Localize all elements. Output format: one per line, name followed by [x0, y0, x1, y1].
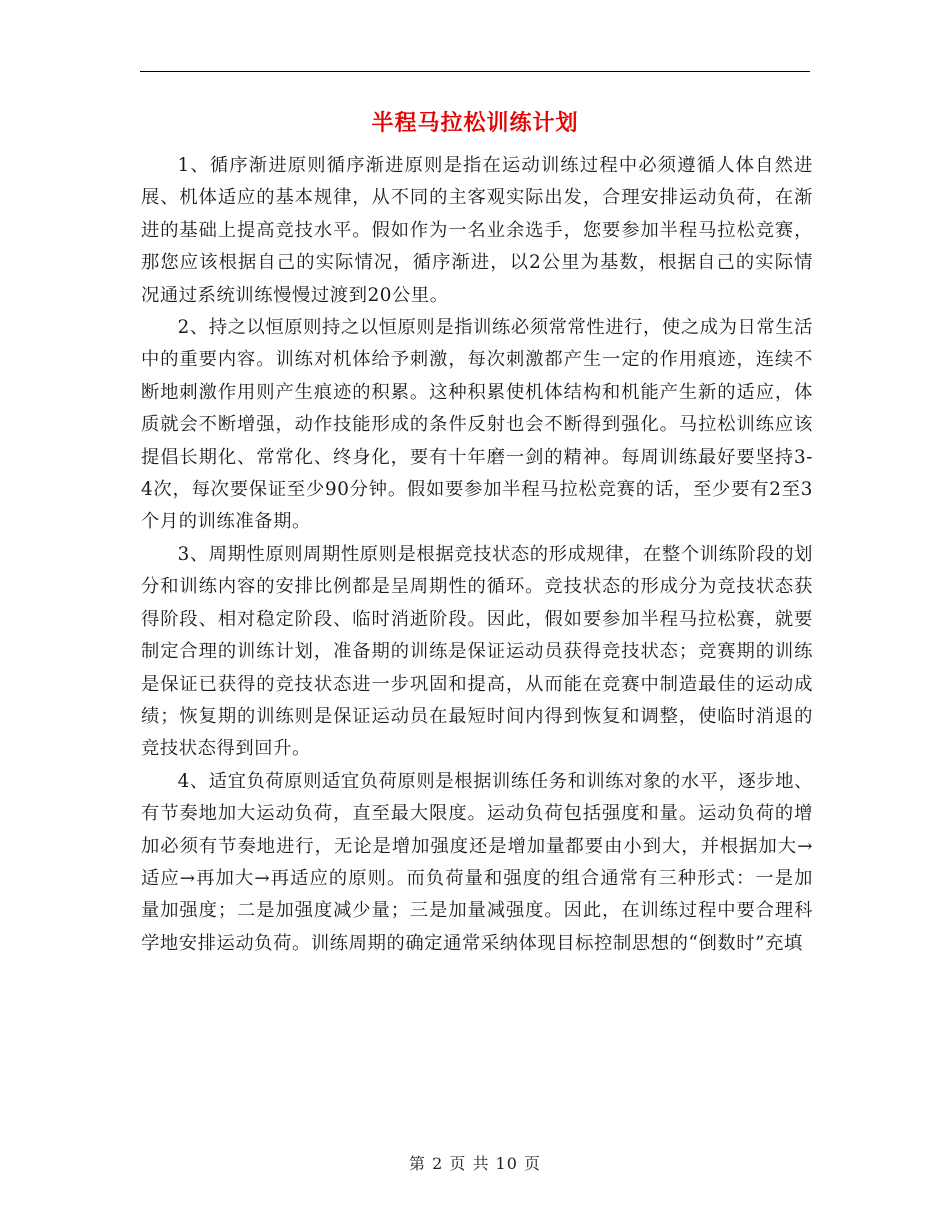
page-footer: 第 2 页 共 10 页	[409, 1154, 541, 1173]
paragraph-2: 2、持之以恒原则持之以恒原则是指训练必须常常性进行，使之成为日常生活中的重要内容。训练对机体给予刺激，每次刺激都产生一定的作用痕迹，连续不断地刺激作用则产生痕迹的积累。这种积累使机体结构和机能产生新的适应，体质就会不断增强，动作技能形成的条件反射也会不断得到强化。马拉松训练应该提倡长期化、常常化、终身化，要有十年磨一剑的精神。每周训练最好要坚持3-4次，每次要保证至少90分钟。假如要参加半程马拉松竞赛的话，至少要有2至3个月的训练准备期。	[141, 317, 813, 533]
paragraph-4: 4、适宜负荷原则适宜负荷原则是根据训练任务和训练对象的水平，逐步地、有节奏地加大运动负荷，直至最大限度。运动负荷包括强度和量。运动负荷的增加必须有节奏地进行，无论是增加强度还是增加量都要由小到大，并根据加大→适应→再加大→再适应的原则。而负荷量和强度的组合通常有三种形式：一是加量加强度；二是加强度减少量；三是加量减强度。因此，在训练过程中要合理科学地安排运动负荷。训练周期的确定通常采纳体现目标控制思想的“倒数时”充填	[141, 770, 813, 954]
paragraph-3: 3、周期性原则周期性原则是根据竞技状态的形成规律，在整个训练阶段的划分和训练内容的安排比例都是呈周期性的循环。竞技状态的形成分为竞技状态获得阶段、相对稳定阶段、临时消逝阶段。因此，假如要参加半程马拉松赛，就要制定合理的训练计划，准备期的训练是保证运动员获得竞技状态；竞赛期的训练是保证已获得的竞技状态进一步巩固和提高，从而能在竞赛中制造最佳的运动成绩；恢复期的训练则是保证运动员在最短时间内得到恢复和调整，使临时消退的竞技状态得到回升。	[141, 543, 813, 760]
document-title: 半程马拉松训练计划	[371, 111, 579, 136]
document-body	[141, 150, 813, 960]
paragraph-1: 1、循序渐进原则循序渐进原则是指在运动训练过程中必须遵循人体自然进展、机体适应的基本规律，从不同的主客观实际出发，合理安排运动负荷，在渐进的基础上提高竞技水平。假如作为一名业余选手，您要参加半程马拉松竞赛，那您应该根据自己的实际情况，循序渐进，以2公里为基数，根据自己的实际情况通过系统训练慢慢过渡到20公里。	[141, 155, 813, 306]
header-rule	[140, 71, 810, 72]
